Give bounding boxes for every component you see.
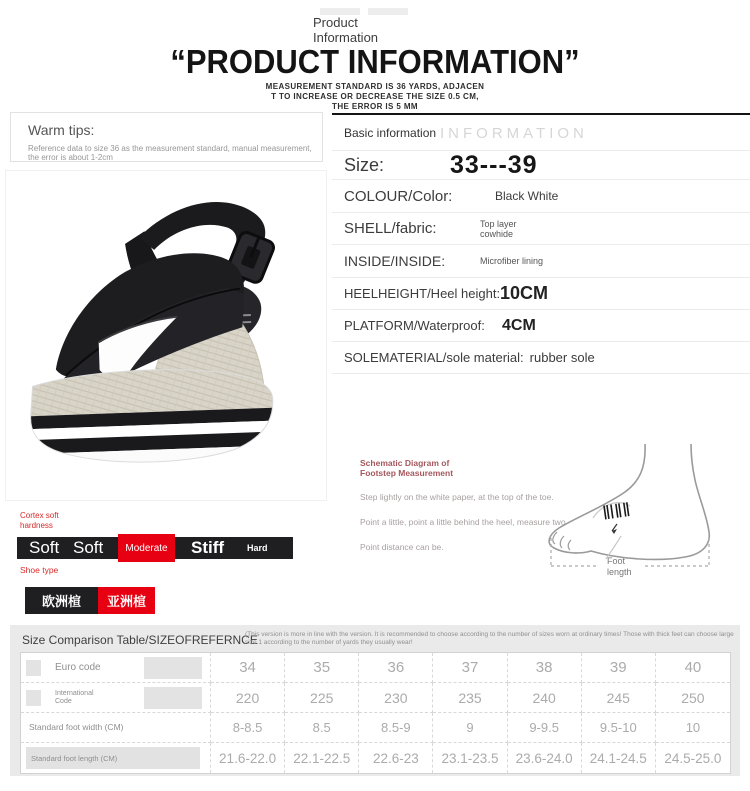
size-cell: 36 [359,653,433,683]
info-row-sole-material: SOLEMATERIAL/sole material: rubber sole [332,342,750,374]
basic-info-table [332,113,750,374]
size-cell: 39 [582,653,656,683]
size-cell: 225 [285,683,359,713]
info-row-shell: SHELL/fabric: Top layer cowhide [332,213,750,245]
basic-info-label: Basic information [344,125,437,140]
size-cell: 37 [433,653,507,683]
foot-diagram [533,440,750,582]
size-cell: 9 [433,713,507,743]
label-deco-box [144,687,202,709]
product-photo [5,170,327,501]
info-row-size: Size: 33---39 [332,151,750,180]
size-cell: 9.5-10 [582,713,656,743]
size-row-label-euro-code: Euro code [21,653,211,683]
basic-info-header [332,115,750,151]
size-cell: 21.6-22.0 [211,743,285,773]
header-small-line2: Information [313,30,379,45]
shoe-type-label: Shoe type [20,565,59,575]
info-row-inside: INSIDE/INSIDE: Microfiber lining [332,245,750,278]
label-deco-box [144,657,202,679]
header-deco-bar [320,8,360,15]
page-subtitle: MEASUREMENT STANDARD IS 36 YARDS, ADJACEN T TO INCREASE OR DECREASE THE SIZE 0.5 CM, THE ERROR IS 5 MM [265,82,485,111]
measurement-step: Point a little, point a little behind the heel, measure two [360,517,566,527]
size-cell: 235 [433,683,507,713]
page-title: “PRODUCT INFORMATION” [170,42,580,81]
size-cell: 220 [211,683,285,713]
size-cell: 38 [508,653,582,683]
hardness-scale-bar [17,537,293,559]
label-deco-square [26,690,41,706]
header-small-line1: Product [313,15,358,30]
size-comparison-section [10,625,740,776]
size-cell: 230 [359,683,433,713]
foot-length-label-line1: Foot [607,556,626,566]
size-cell: 23.1-23.5 [433,743,507,773]
information-watermark: INFORMATION [440,125,588,142]
size-row-label-foot-width: Standard foot width (CM) [21,713,211,743]
size-cell: 35 [285,653,359,683]
measurement-title: Schematic Diagram of Footstep Measurement [360,458,454,478]
size-cell: 245 [582,683,656,713]
header-deco-bar [368,8,408,15]
hardness-level-soft: Soft [73,538,104,557]
size-cell: 240 [508,683,582,713]
foot-measurement-section [350,440,750,585]
hardness-level-soft: Soft [29,538,60,557]
measurement-step: Step lightly on the white paper, at the top of the toe. [360,492,554,502]
header-small-label [313,15,378,45]
size-cell: 8.5 [285,713,359,743]
shoe-type-option-european[interactable]: 欧洲楦 [25,587,98,614]
foot-length-label-line2: length [607,567,632,577]
wedge-sandal-illustration [6,171,326,500]
hardness-level-hard: Hard [247,543,268,553]
size-cell: 24.5-25.0 [664,750,722,766]
size-cell: 34 [211,653,285,683]
size-cell: 22.1-22.5 [285,743,359,773]
cortex-hardness-title: Cortex soft hardness [20,511,59,530]
hardness-level-stiff: Stiff [191,538,225,557]
size-table-note: (This version is more in line with the version. It is recommended to choose according to the number of sizes worn at ordinary times! Those with thick feet can choose large size 1 according to the number of yards they usually wear! [245,631,734,646]
size-cell: 8.5-9 [359,713,433,743]
size-row-label-foot-length [21,743,211,773]
size-cell: 250 [656,683,730,713]
info-row-colour: COLOUR/Color: Black White [332,180,750,213]
size-cell: 8-8.5 [211,713,285,743]
size-cell: 23.6-24.0 [508,743,582,773]
shoe-type-options [25,587,155,614]
warm-tips-title: Warm tips: [28,122,95,138]
size-row-label-international-code: International Code [21,683,211,713]
label-grey-box: Standard foot length (CM) [26,747,200,769]
measurement-step: Point distance can be. [360,542,444,552]
size-cell: 10 [656,713,730,743]
size-cell: 24.1-24.5 [582,743,656,773]
warm-tips-box [10,112,323,162]
hardness-level-moderate-selected[interactable]: Moderate [118,534,175,562]
warm-tips-body: Reference data to size 36 as the measurement standard, manual measurement, the error is about 1-2cm [28,144,312,162]
label-deco-square [26,660,41,676]
size-table-title: Size Comparison Table/SIZEOFREFERNCE [22,633,258,647]
size-cell: 22.6-23 [359,743,433,773]
info-row-heel-height: HEELHEIGHT/Heel height: 10CM [332,278,750,310]
size-table [20,652,731,774]
size-cell: 9-9.5 [508,713,582,743]
size-cell: 40 [656,653,730,683]
shoe-type-option-asian[interactable]: 亚洲楦 [98,587,155,614]
info-row-platform: PLATFORM/Waterproof: 4CM [332,310,750,342]
